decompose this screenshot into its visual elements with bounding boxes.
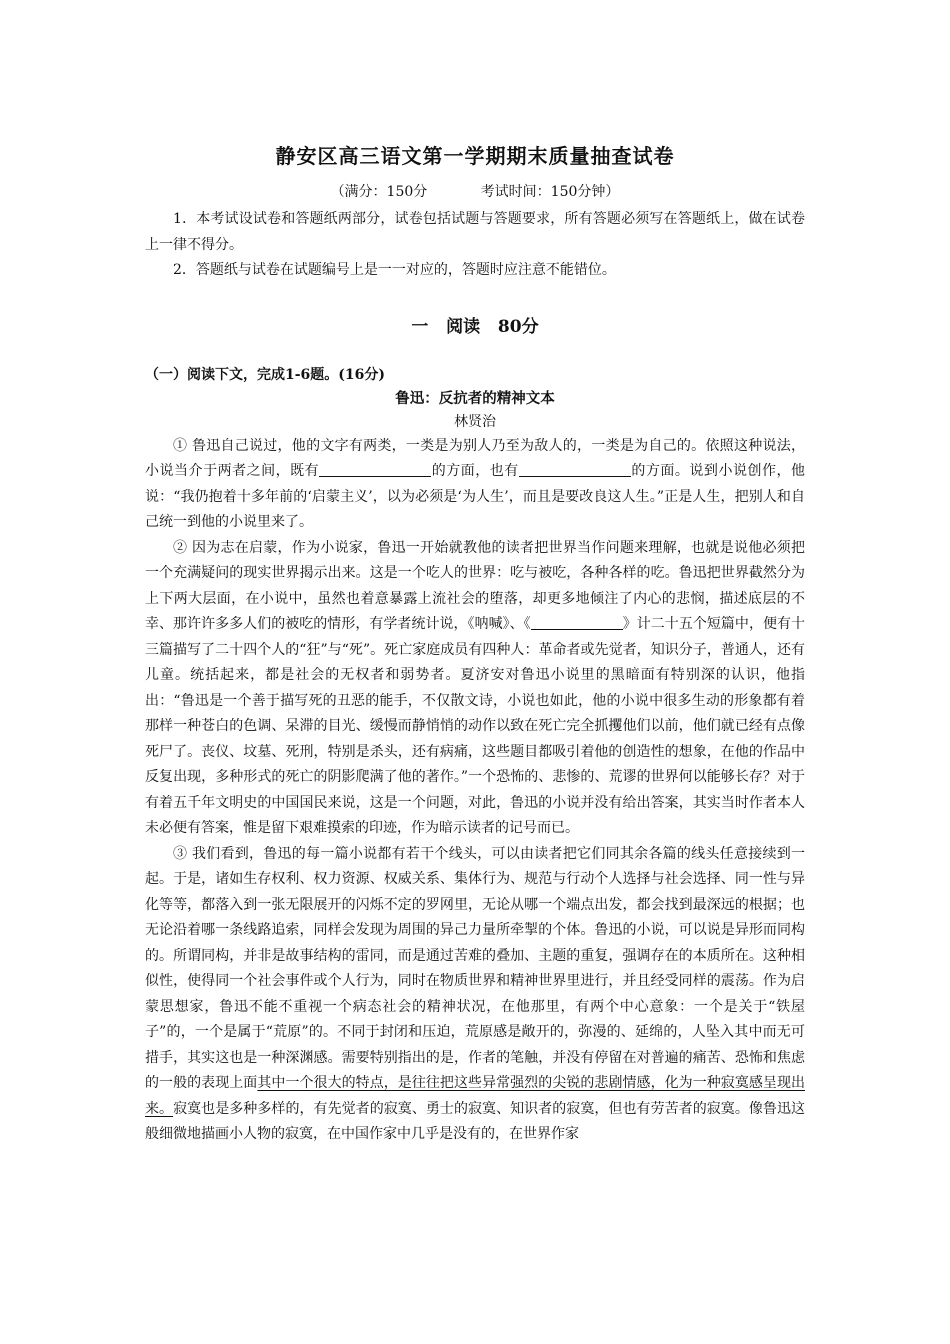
- answer-blank-3[interactable]: [531, 615, 623, 630]
- page-content: [145, 140, 805, 1148]
- instruction-1: 1．本考试设试卷和答题纸两部分，试卷包括试题与答题要求，所有答题必须写在答题纸上，做在试卷上一律不得分。: [145, 211, 805, 253]
- paragraph-1: [145, 434, 805, 536]
- exam-title: 静安区高三语文第一学期期末质量抽查试卷: [275, 144, 675, 168]
- subsection-heading: （一）阅读下文，完成1-6题。(16分): [145, 366, 386, 383]
- paragraph-1-text-a: ① 鲁迅自己说过，他的文字有两类，一类是为别人乃至为敌人的，一类是为自己的。依照这种说法，小说当介于两者之间，既有: [145, 437, 805, 479]
- underlined-sentence: 其中一个很大的特点，是往往把这些异常强烈的尖锐的悲剧情感，化为一种寂寞感呈现出来。: [145, 1075, 806, 1117]
- paragraph-1-text-b: 的方面，也有: [431, 463, 519, 479]
- section-heading: 一 阅读 80分: [411, 316, 539, 337]
- paragraph-1-text-c: 的方面。说到小说创作，他说：“我仍抱着十多年前的‘启蒙主义’，以为必须是‘为人生’，而且是要改良这人生。”正是人生，把别人和自己统一到他的小说里来了。: [145, 463, 806, 530]
- instruction-2: 2．答题纸与试卷在试题编号上是一一对应的，答题时应注意不能错位。: [173, 262, 616, 278]
- paragraph-3: [145, 842, 805, 1148]
- paragraph-3-text-a: ③ 我们看到，鲁迅的每一篇小说都有若干个线头，可以由读者把它们同其余各篇的线头任意接续到一起。于是，诸如生存权利、权力资源、权威关系、集体行为、规范与行动个人选择与社会选择、同一性与异化等等，都落入到一张无限展开的闪烁不定的罗网里，无论从哪一个端点出发，都会找到最深远的根据；也无论沿着哪一条线路追索，同样会发现为周围的异己力量所牵掣的个体。鲁迅的小说，可以说是异形而同构的。所谓同构，并非是故事结构的雷同，而是通过苦难的叠加、主题的重复，强调存在的本质所在。这种相似性，使得同一个社会事件或个人行为，同时在物质世界和精神世界里进行，并且经受同样的震荡。作为启蒙思想家，鲁迅不能不重视一个病态社会的精神状况，在他那里，有两个中心意象：一个是关于“铁屋子”的，一个是属于“荒原”的。不同于封闭和压迫，荒原感是敞开的，弥漫的、延绵的，人坠入其中而无可措手，其实这也是一种深渊感。需要特别指出的是，作者的笔触，并没有停留在对普遍的痛苦、恐怖和焦虑的一般的表现上面: [145, 845, 805, 1091]
- answer-blank-1[interactable]: [319, 462, 431, 477]
- article-author: 林贤治: [454, 413, 496, 430]
- paragraph-3-text-b: 寂寞也是多种多样的，有先觉者的寂寞、勇士的寂寞、知识者的寂寞，但也有劳苦者的寂寞。像鲁迅这般细微地描画小人物的寂寞，在中国作家中几乎是没有的，在世界作家: [145, 1100, 806, 1142]
- exam-meta: （满分：150分 考试时间：150分钟）: [330, 184, 620, 200]
- paragraph-2-text-a: ② 因为志在启蒙，作为小说家，鲁迅一开始就教他的读者把世界当作问题来理解，也就是说他必须把一个充满疑问的现实世界揭示出来。这是一个吃人的世界：吃与被吃，各种各样的吃。鲁迅把世界截然分为上下两大层面，在小说中，虽然也着意暴露上流社会的堕落，却更多地倾注了内心的悲悯，描述底层的不幸、那许许多多人们的被吃的情形，有学者统计说，《呐喊》、《: [145, 539, 805, 632]
- answer-blank-2[interactable]: [519, 462, 631, 477]
- article-title: 鲁迅：反抗者的精神文本: [395, 389, 555, 407]
- paragraph-2: [145, 536, 805, 842]
- paragraph-2-text-b: 》计二十五个短篇中，便有十三篇描写了二十四个人的“狂”与“死”。死亡家庭成员有四种人：革命者或先觉者，知识分子，普通人，还有儿童。统括起来，都是社会的无权者和弱势者。夏济安对鲁迅小说里的黑暗面有特别深的认识，他指出：“鲁迅是一个善于描写死的丑恶的能手，不仅散文诗，小说也如此，他的小说中很多生动的形象都有着那样一种苍白的色调、呆滞的目光、缓慢而静悄悄的动作以致在死亡完全抓攫他们以前，他们就已经有点像死尸了。丧仪、坟墓、死刑，特别是杀头，还有病痛，这些题目都吸引着他的创造性的想象，在他的作品中反复出现，多种形式的死亡的阴影爬满了他的著作。”一个恐怖的、悲惨的、荒谬的世界何以能够长存？对于有着五千年文明史的中国国民来说，这是一个问题，对此，鲁迅的小说并没有给出答案，其实当时作者本人未必便有答案，惟是留下艰难摸索的印迹，作为暗示读者的记号而已。: [145, 616, 806, 836]
